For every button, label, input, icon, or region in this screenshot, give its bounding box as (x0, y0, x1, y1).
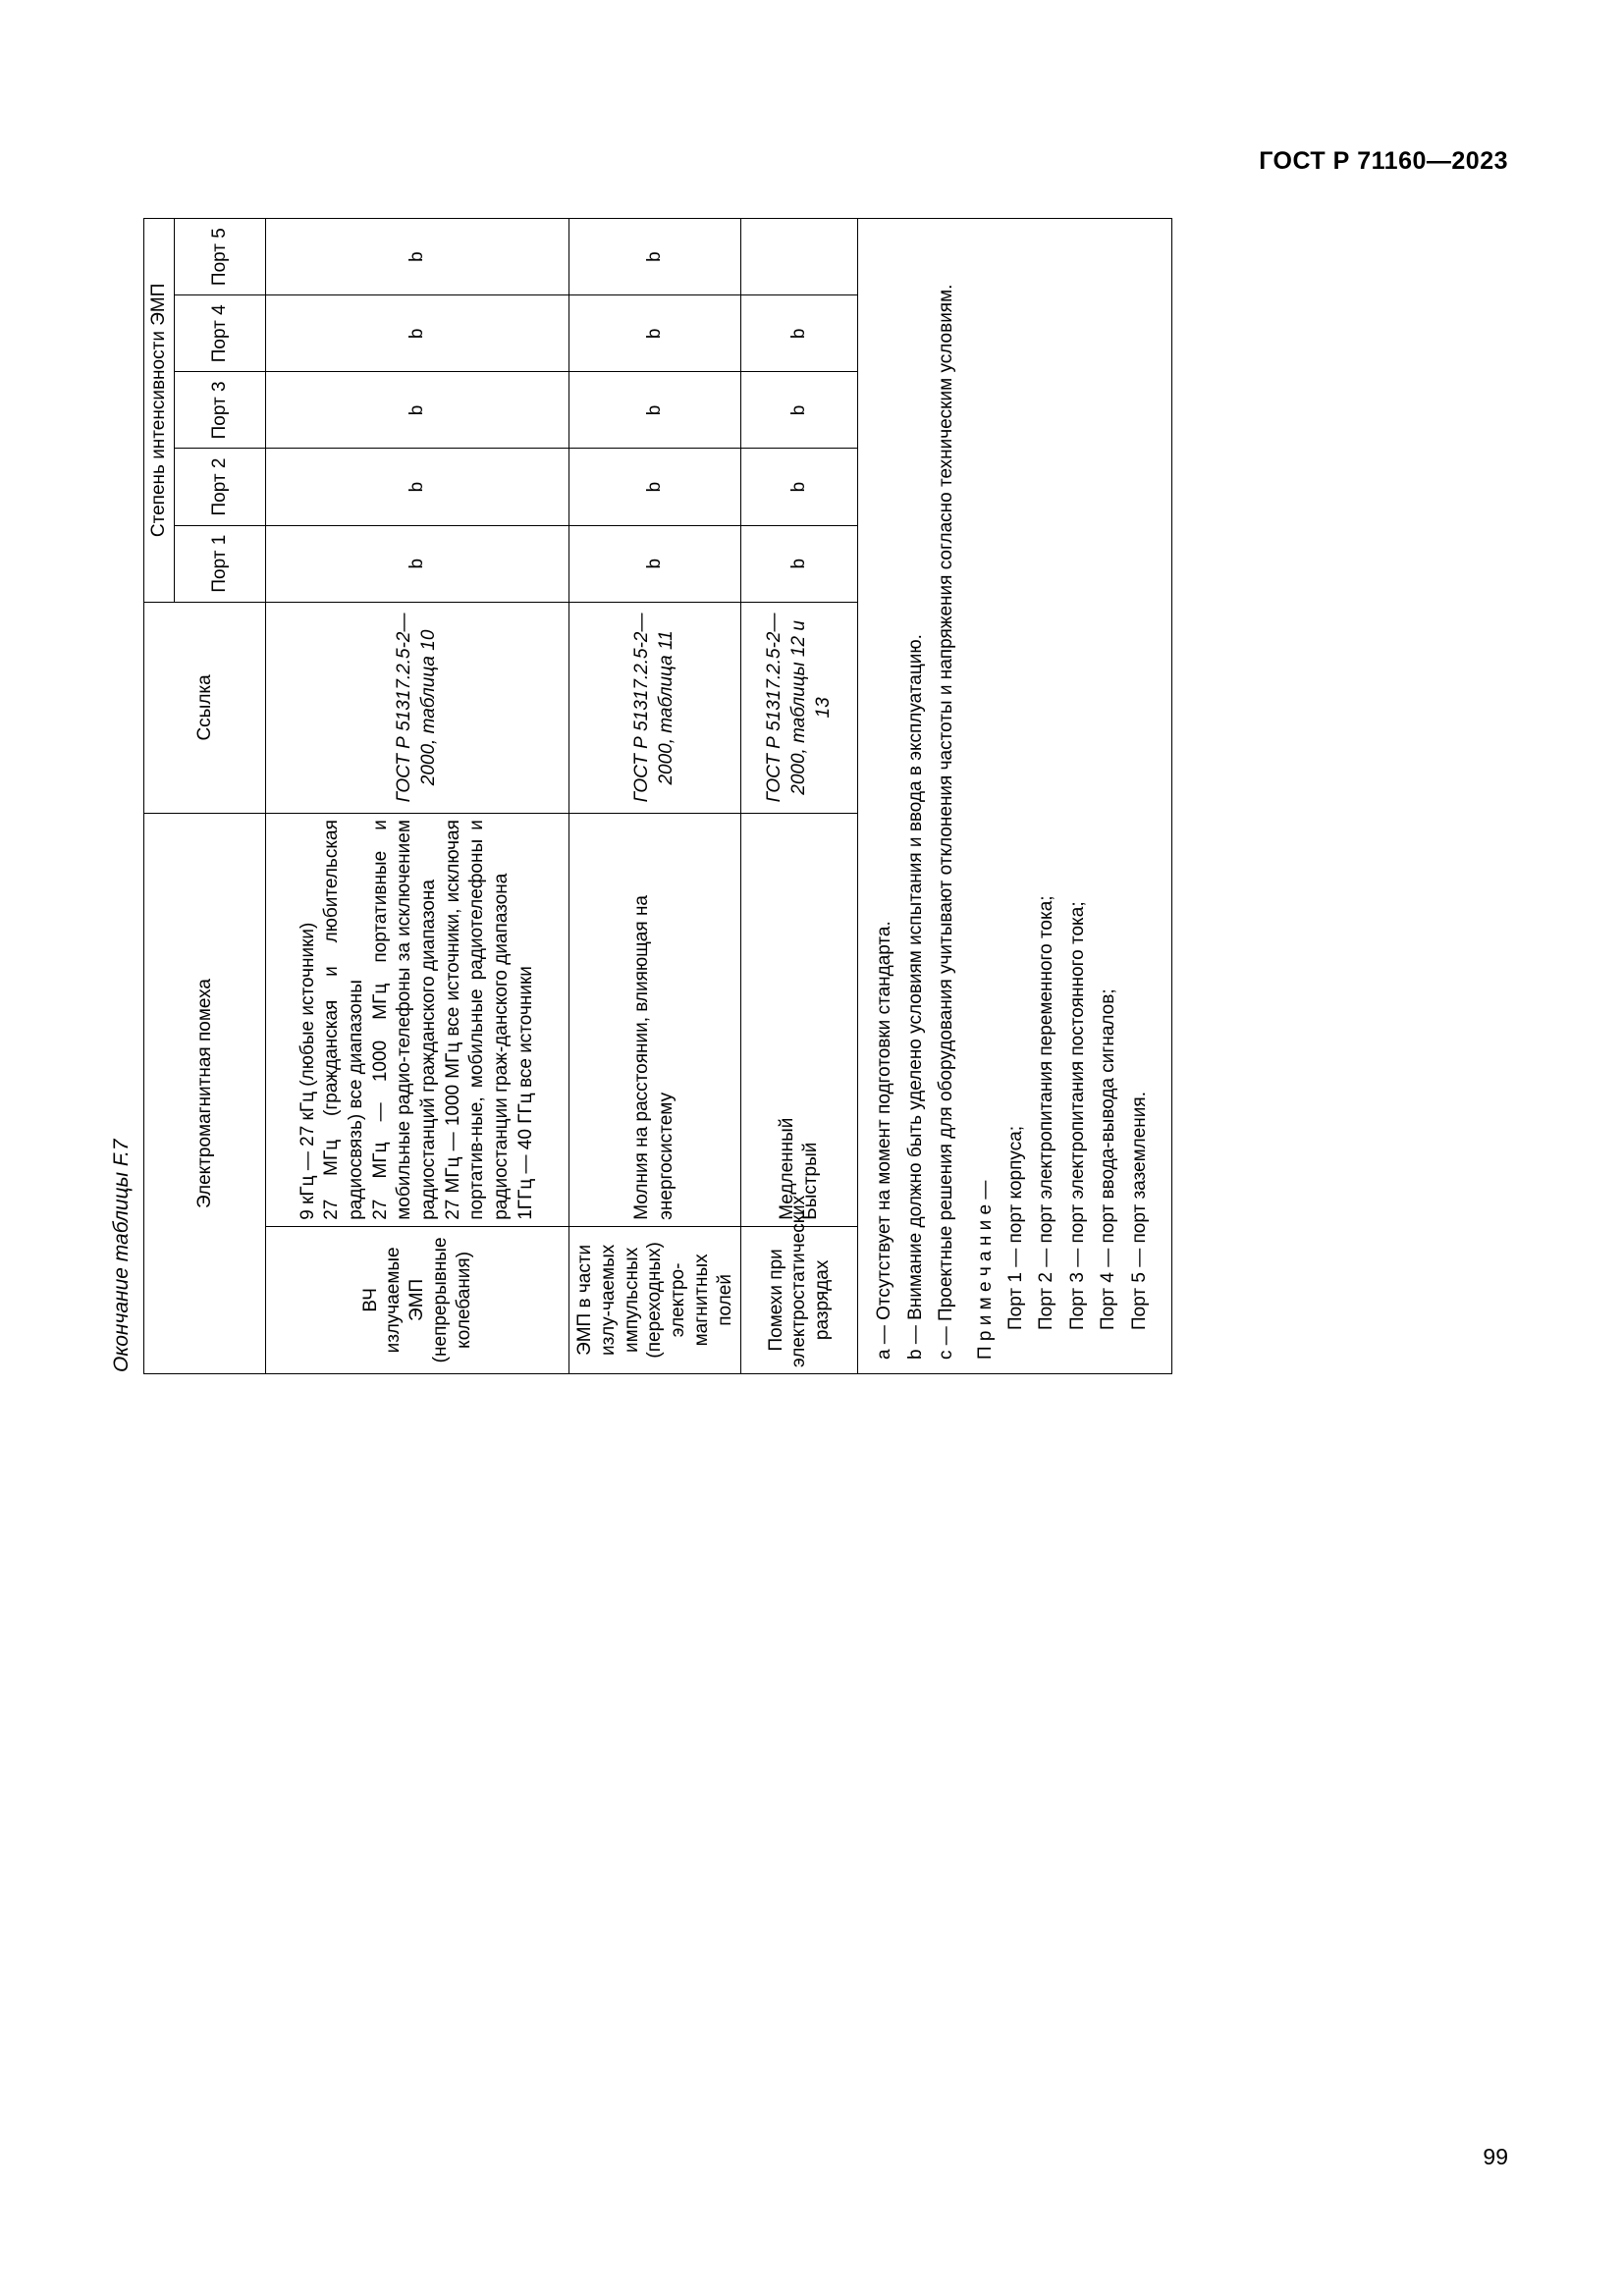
row-level-port-2: b (266, 449, 569, 525)
description-line: Быстрый (800, 1142, 822, 1220)
page-number: 99 (1483, 2144, 1508, 2169)
row-level-port-5: b (569, 219, 741, 295)
row-level-port-1: b (266, 525, 569, 602)
row-level-port-3: b (266, 372, 569, 449)
header-port-4: Порт 4 (175, 295, 266, 372)
note-a: a — Отсутствует на момент подготовки стандарта. (874, 921, 895, 1360)
row-level-port-3: b (741, 372, 858, 449)
row-level-port-4: b (741, 295, 858, 372)
row-level-port-3: b (569, 372, 741, 449)
row-level-port-4: b (266, 295, 569, 372)
note-port-1: Порт 1 — порт корпуса; (1005, 1125, 1026, 1330)
note-port-3: Порт 3 — порт электропитания постоянного тока; (1066, 901, 1088, 1330)
note-port-4: Порт 4 — порт ввода-вывода сигналов; (1098, 988, 1119, 1330)
row-description (266, 814, 569, 1227)
header-port-2: Порт 2 (175, 449, 266, 525)
row-level-port-2: b (741, 449, 858, 525)
table-caption: Окончание таблицы F.7 (110, 1139, 133, 1372)
description-line: Медленный (776, 1117, 797, 1220)
rotated-table-block (110, 218, 1150, 1374)
note-b: b — Внимание должно быть уделено условиям испытания и ввода в эксплуатацию. (904, 634, 926, 1360)
header-port-5: Порт 5 (175, 219, 266, 295)
description-line: 27 МГц (гражданская и любительская радиосвязь) все диапазоны (321, 820, 366, 1220)
requirements-table (143, 218, 858, 1374)
row-category: ВЧ излучаемые ЭМП (непрерывные колебания) (266, 1226, 569, 1373)
row-reference: ГОСТ Р 51317.2.5-2—2000, таблица 11 (569, 602, 741, 813)
header-port-3: Порт 3 (175, 372, 266, 449)
note-port-5: Порт 5 — порт заземления. (1128, 1092, 1150, 1330)
row-reference: ГОСТ Р 51317.2.5-2—2000, таблица 10 (266, 602, 569, 813)
row-reference: ГОСТ Р 51317.2.5-2—2000, таблицы 12 и 13 (741, 602, 858, 813)
row-level-port-1: b (741, 525, 858, 602)
row-level-port-4: b (569, 295, 741, 372)
note-port-2: Порт 2 — порт электропитания переменного тока; (1036, 895, 1057, 1330)
description-line: 27 МГц — 1000 МГц портативные и мобильные радио-телефоны за исключением радиостанций гражданского диапазона (369, 820, 439, 1220)
description-line: 1ГГц — 40 ГГц все источники (514, 966, 536, 1220)
table-row (569, 219, 741, 1374)
row-category: ЭМП в части излу-чаемых импульсных (переходных) электро-магнитных полей (569, 1226, 741, 1373)
description-line: 27 МГц — 1000 МГц все источники, исключая портатив-ные, мобильные радиотелефоны и радиостанции граж-данского диапазона (442, 820, 513, 1220)
row-category: Помехи при электростатических разрядах (741, 1226, 858, 1373)
standard-header: ГОСТ Р 71160—2023 (1259, 147, 1508, 175)
note-title: П р и м е ч а н и е — (974, 1180, 996, 1360)
table-header-row-1 (144, 219, 175, 1374)
table-row (741, 219, 858, 1374)
table-notes (858, 218, 1172, 1374)
header-severity: Степень интенсивности ЭМП (144, 219, 175, 603)
row-level-port-5 (741, 219, 858, 295)
row-description: Молния на расстоянии, влияющая на энергосистему (569, 814, 741, 1227)
row-level-port-5: b (266, 219, 569, 295)
header-disturbance: Электромагнитная помеха (144, 814, 266, 1374)
table-row (266, 219, 569, 1374)
header-port-1: Порт 1 (175, 525, 266, 602)
description-line: 9 кГц — 27 кГц (любые источники) (297, 922, 318, 1220)
note-c: c — Проектные решения для оборудования учитывают отклонения частоты и напряжения согласно техническим условиям. (936, 284, 957, 1360)
row-level-port-1: b (569, 525, 741, 602)
row-level-port-2: b (569, 449, 741, 525)
header-reference: Ссылка (144, 602, 266, 813)
row-description (741, 814, 858, 1227)
